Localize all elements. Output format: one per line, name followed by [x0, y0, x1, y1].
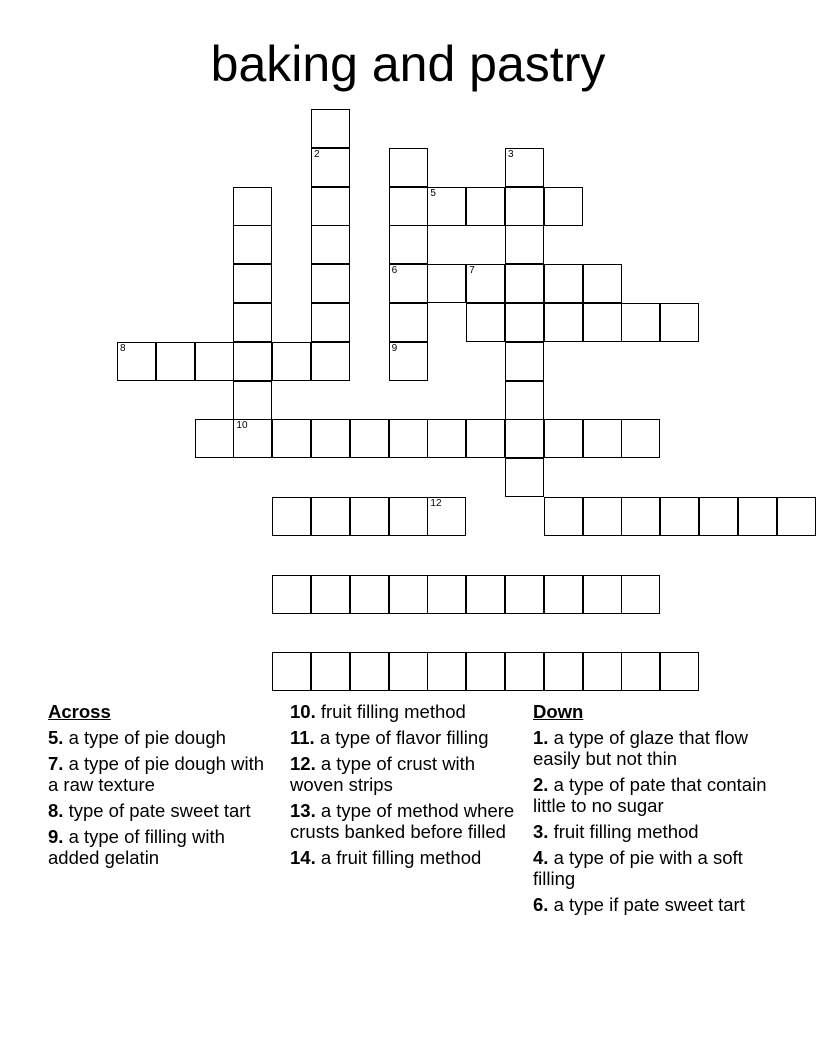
clue-number-label: 8. [48, 800, 64, 821]
grid-cell[interactable] [156, 342, 195, 381]
clue-number: 10 [236, 420, 248, 432]
grid-cell[interactable] [544, 419, 583, 458]
grid-cell[interactable] [389, 342, 428, 381]
clue-text: a type of pie dough with a raw texture [48, 753, 264, 795]
grid-cell[interactable] [427, 652, 466, 691]
across-clue [48, 753, 273, 795]
grid-cell[interactable] [777, 497, 816, 536]
clue-number-label: 12. [290, 753, 316, 774]
clue-number-label: 14. [290, 847, 316, 868]
clue-number-label: 6. [533, 894, 549, 915]
grid-cell[interactable] [544, 264, 583, 303]
puzzle-title: baking and pastry [210, 36, 606, 92]
grid-cell[interactable] [389, 575, 428, 614]
clue-number: 8 [120, 342, 126, 354]
grid-cell[interactable] [660, 652, 699, 691]
grid-cell[interactable] [350, 575, 389, 614]
clue-number-label: 9. [48, 826, 64, 847]
grid-cell[interactable] [350, 497, 389, 536]
clue-number-label: 11. [290, 727, 315, 748]
down-clue-list [533, 727, 768, 915]
grid-cell[interactable] [466, 652, 505, 691]
clue-number-label: 7. [48, 753, 64, 774]
grid-cell[interactable] [233, 381, 272, 420]
clue-text: fruit filling method [553, 821, 699, 842]
grid-cell[interactable] [311, 497, 350, 536]
grid-cell[interactable] [505, 187, 544, 226]
clues-column-1 [48, 701, 273, 873]
grid-cell[interactable] [272, 342, 311, 381]
grid-cell[interactable] [505, 225, 544, 264]
clue-text: a type of glaze that flow easily but not thin [533, 727, 748, 769]
clue-number-label: 4. [533, 847, 549, 868]
grid-cell[interactable] [233, 342, 272, 381]
grid-cell[interactable] [311, 652, 350, 691]
clue-text: fruit filling method [320, 701, 466, 722]
grid-cell[interactable] [505, 458, 544, 497]
grid-cell[interactable] [233, 225, 272, 264]
grid-cell[interactable] [311, 419, 350, 458]
down-clue [533, 847, 768, 889]
grid-cell[interactable] [311, 342, 350, 381]
grid-cell[interactable] [389, 225, 428, 264]
grid-cell[interactable] [311, 187, 350, 226]
grid-cell[interactable] [311, 264, 350, 303]
grid-cell[interactable] [583, 497, 622, 536]
clue-text: a type of pie with a soft filling [533, 847, 743, 889]
grid-cell[interactable] [544, 575, 583, 614]
grid-cell[interactable] [544, 497, 583, 536]
grid-cell[interactable] [233, 419, 272, 458]
across-clue [290, 800, 515, 842]
grid-cell[interactable] [272, 497, 311, 536]
grid-cell[interactable] [660, 303, 699, 342]
across-clue [48, 727, 273, 748]
across-clue-list [48, 727, 273, 868]
grid-cell[interactable] [466, 264, 505, 303]
grid-cell[interactable] [505, 419, 544, 458]
grid-cell[interactable] [272, 419, 311, 458]
across-clue [290, 847, 515, 868]
grid-cell[interactable] [311, 225, 350, 264]
grid-cell[interactable] [583, 575, 622, 614]
grid-cell[interactable] [350, 652, 389, 691]
grid-cell[interactable] [505, 652, 544, 691]
grid-cell[interactable] [389, 419, 428, 458]
grid-cell[interactable] [505, 381, 544, 420]
clue-number: 7 [469, 265, 475, 277]
grid-cell[interactable] [427, 575, 466, 614]
clue-number: 5 [430, 187, 436, 199]
down-clue [533, 894, 768, 915]
clue-number-label: 13. [290, 800, 316, 821]
grid-cell[interactable] [466, 303, 505, 342]
clue-number-label: 10. [290, 701, 316, 722]
clue-text: type of pate sweet tart [68, 800, 251, 821]
clue-text: a type of pate that contain little to no sugar [533, 774, 767, 816]
clue-text: a type if pate sweet tart [553, 894, 745, 915]
grid-cell[interactable] [233, 187, 272, 226]
grid-cell[interactable] [311, 575, 350, 614]
grid-cell[interactable] [621, 497, 660, 536]
clue-number: 12 [430, 498, 442, 509]
clue-text: a type of crust with woven strips [290, 753, 476, 795]
grid-cell[interactable] [389, 652, 428, 691]
clue-text: a type of flavor filling [319, 727, 489, 748]
grid-cell[interactable] [583, 419, 622, 458]
clue-text: a type of method where crusts banked before filled [290, 800, 515, 842]
across-clue [290, 753, 515, 795]
grid-cell[interactable] [195, 419, 234, 458]
grid-cell[interactable] [233, 264, 272, 303]
down-clue [533, 727, 768, 769]
grid-cell[interactable] [427, 187, 466, 226]
clues-column-3 [533, 701, 768, 920]
grid-cell[interactable] [738, 497, 777, 536]
across-clue [290, 701, 515, 722]
across-clue-list-continued [290, 701, 515, 868]
grid-cell[interactable] [311, 148, 350, 187]
clue-number: 2 [314, 148, 320, 160]
clue-number-label: 5. [48, 727, 64, 748]
grid-cell[interactable] [583, 303, 622, 342]
clue-number: 6 [391, 265, 398, 277]
grid-cell[interactable] [505, 264, 544, 303]
clue-number-label: 3. [533, 821, 549, 842]
grid-cell[interactable] [466, 419, 505, 458]
grid-cell[interactable] [272, 652, 311, 691]
grid-cell[interactable] [583, 264, 622, 303]
grid-cell[interactable] [427, 419, 466, 458]
clues-column-2 [290, 701, 515, 873]
grid-cell[interactable] [660, 497, 699, 536]
grid-cell[interactable] [466, 575, 505, 614]
grid-cell[interactable] [544, 187, 583, 226]
grid-cell[interactable] [117, 342, 156, 381]
grid-cell[interactable] [621, 303, 660, 342]
grid-cell[interactable] [505, 575, 544, 614]
down-clue [533, 821, 768, 842]
grid-cell[interactable] [505, 342, 544, 381]
clue-number: 9 [391, 342, 398, 354]
clue-text: a type of pie dough [68, 727, 226, 748]
grid-cell[interactable] [389, 264, 428, 303]
grid-cell[interactable] [195, 342, 234, 381]
grid-cell[interactable] [272, 575, 311, 614]
grid-cell[interactable] [505, 148, 544, 187]
grid-cell[interactable] [699, 497, 738, 536]
across-heading: Across [48, 701, 111, 722]
grid-cell[interactable] [544, 303, 583, 342]
grid-cell[interactable] [311, 303, 350, 342]
grid-cell[interactable] [427, 264, 466, 303]
across-clue [48, 826, 273, 868]
clue-number-label: 1. [533, 727, 549, 748]
grid-cell[interactable] [505, 303, 544, 342]
grid-cell[interactable] [544, 652, 583, 691]
down-clue [533, 774, 768, 816]
grid-cell[interactable] [350, 419, 389, 458]
clue-text: a fruit filling method [320, 847, 482, 868]
grid-cell[interactable] [389, 187, 428, 226]
across-clue [48, 800, 273, 821]
grid-cell[interactable] [621, 652, 660, 691]
clue-number: 3 [508, 148, 514, 160]
grid-cell[interactable] [233, 303, 272, 342]
clue-number-label: 2. [533, 774, 549, 795]
clue-text: a type of filling with added gelatin [48, 826, 225, 868]
grid-cell[interactable] [389, 303, 428, 342]
grid-cell[interactable] [427, 497, 466, 536]
down-heading: Down [533, 701, 584, 722]
grid-cell[interactable] [466, 187, 505, 226]
grid-cell[interactable] [621, 575, 660, 614]
grid-cell[interactable] [389, 497, 428, 536]
grid-cell[interactable] [311, 109, 350, 148]
grid-cell[interactable] [621, 419, 660, 458]
grid-cell[interactable] [389, 148, 428, 187]
across-clue [290, 727, 515, 748]
grid-cell[interactable] [583, 652, 622, 691]
